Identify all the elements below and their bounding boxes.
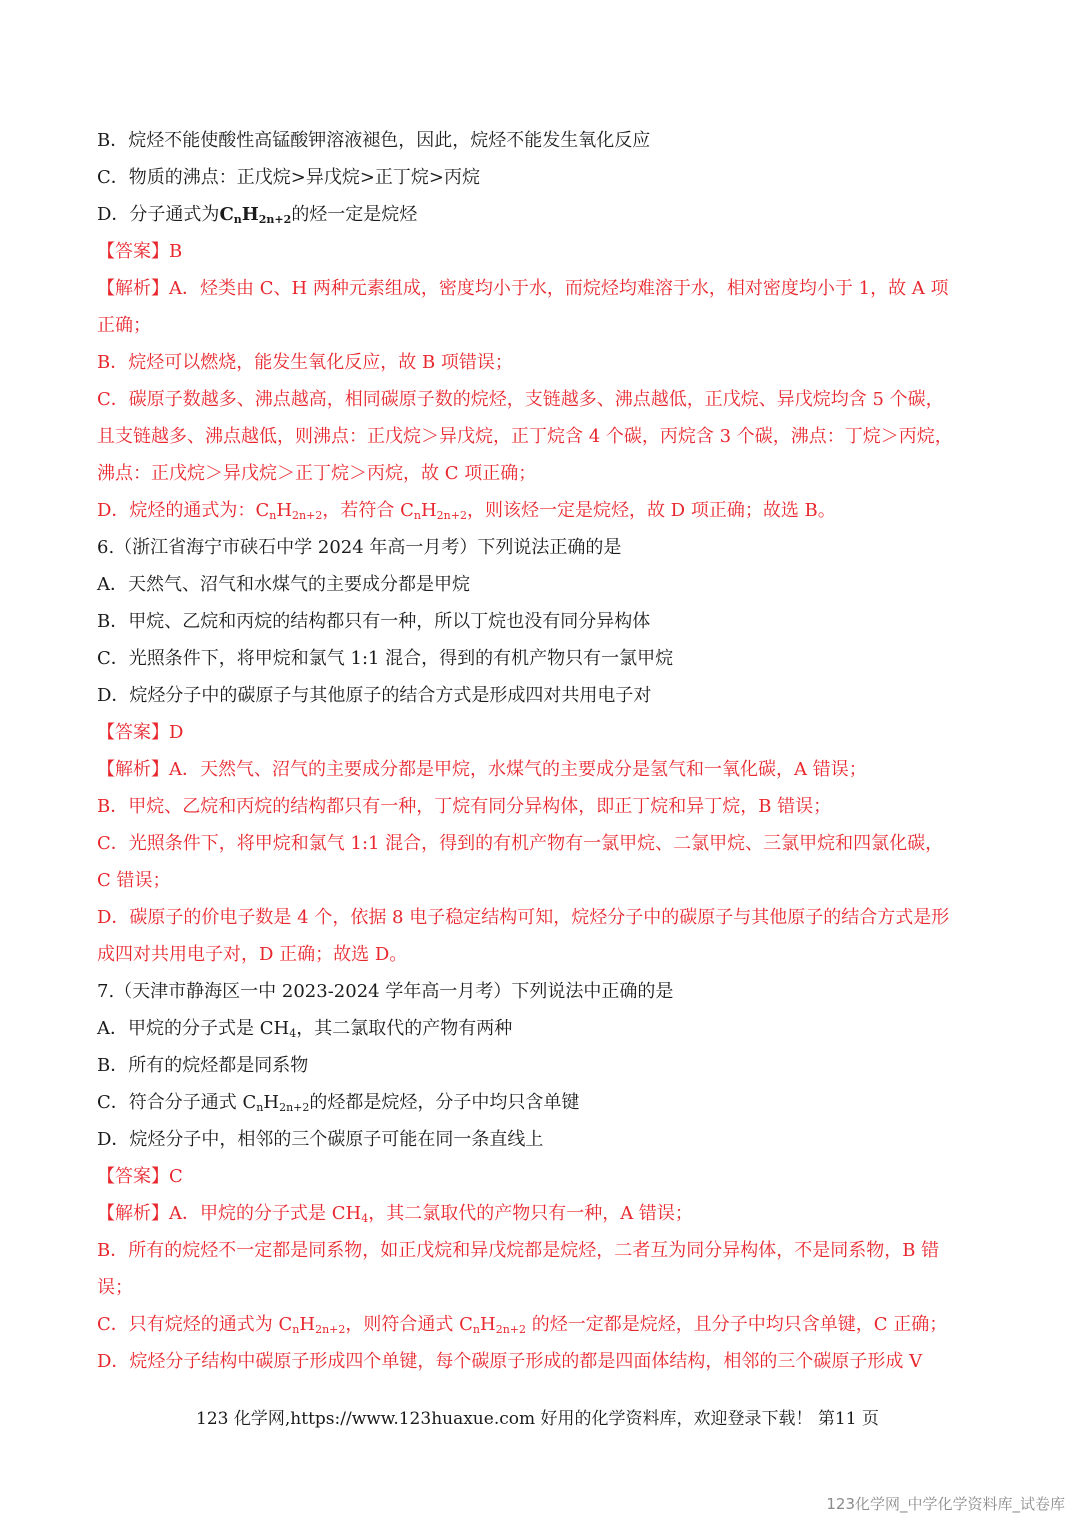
q5-option-c: C．物质的沸点：正戊烷>异戊烷>正丁烷>丙烷: [97, 167, 481, 188]
q7-option-c: C．符合分子通式 $C_nH_{2n+2}$的烃都是烷烃，分子中均只含单键: [97, 1092, 580, 1114]
q5-explanation-c-1: C．碳原子数越多、沸点越高，相同碳原子数的烷烃，支链越多、沸点越低，正戊烷、异戊烷均含 5 个碳，: [97, 389, 944, 410]
q5-option-d: [97, 196, 987, 233]
formula-cnh2n2: $C_nH_{2n+2}$: [255, 500, 323, 522]
q6-explanation-c-2: C 错误；: [97, 870, 171, 891]
q5-explanation-a-cont: 正确；: [97, 315, 151, 336]
q7-explanation-b-1: B．所有的烷烃不一定都是同系物，如正戊烷和异戊烷都是烷烃，二者互为同分异构体，不是同系物，B 错: [97, 1240, 940, 1261]
q7-option-d: D．烷烃分子中，相邻的三个碳原子可能在同一条直线上: [97, 1129, 544, 1150]
formula-cnh2n2: $C_nH_{2n+2}$: [400, 500, 467, 522]
q6-option-c: C．光照条件下，将甲烷和氯气 1:1 混合，得到的有机产物只有一氯甲烷: [97, 648, 674, 669]
q7-explanation-d: D．烷烃分子结构中碳原子形成四个单键，每个碳原子形成的都是四面体结构，相邻的三个碳原子形成 V: [97, 1351, 923, 1372]
q6-explanation-b: B．甲烷、乙烷和丙烷的结构都只有一种，丁烷有同分异构体，即正丁烷和异丁烷，B 错误；: [97, 796, 832, 817]
q6-option-d: D．烷烃分子中的碳原子与其他原子的结合方式是形成四对共用电子对: [97, 685, 652, 706]
formula-cnh2n2: $C_nH_{2n+2}$: [219, 204, 292, 226]
q6-option-a: A．天然气、沼气和水煤气的主要成分都是甲烷: [97, 574, 470, 595]
q6-explanation-a: 【解析】A．天然气、沼气的主要成分都是甲烷，水煤气的主要成分是氢气和一氧化碳，A 错误；: [97, 759, 867, 780]
formula-cnh2n2: $C_nH_{2n+2}$: [459, 1314, 527, 1336]
q6-option-b: B．甲烷、乙烷和丙烷的结构都只有一种，所以丁烷也没有同分异构体: [97, 611, 651, 632]
q5-explanation-a: 【解析】A．烃类由 C、H 两种元素组成，密度均小于水，而烷烃均难溶于水，相对密度均小于 1，故 A 项: [97, 278, 949, 299]
q6-stem: 6.（浙江省海宁市硖石中学 2024 年高一月考）下列说法正确的是: [97, 537, 622, 558]
formula-cnh2n2: $C_nH_{2n+2}$: [242, 1092, 310, 1114]
q7-answer: 【答案】C: [97, 1166, 183, 1187]
q5-explanation-c-2: 且支链越多、沸点越低，则沸点：正戊烷＞异戊烷，正丁烷含 4 个碳，丙烷含 3 个碳，沸点：丁烷＞丙烷，: [97, 426, 953, 447]
q7-explanation-b-2: 误；: [97, 1277, 133, 1298]
q6-explanation-d-2: 成四对共用电子对，D 正确；故选 D。: [97, 944, 408, 965]
formula-cnh2n2: $C_nH_{2n+2}$: [278, 1314, 346, 1336]
q7-stem: 7.（天津市静海区一中 2023-2024 学年高一月考）下列说法中正确的是: [97, 981, 674, 1002]
q5-explanation-b: B．烷烃可以燃烧，能发生氧化反应，故 B 项错误；: [97, 352, 513, 373]
q5-explanation-c-3: 沸点：正戊烷＞异戊烷＞正丁烷＞丙烷，故 C 项正确；: [97, 463, 537, 484]
q7-option-b: B．所有的烷烃都是同系物: [97, 1055, 309, 1076]
q6-explanation-c-1: C．光照条件下，将甲烷和氯气 1:1 混合，得到的有机产物有一氯甲烷、二氯甲烷、三氯甲烷和四氯化碳，: [97, 833, 944, 854]
q7-option-a: A．甲烷的分子式是 $CH_4$，其二氯取代的产物有两种: [97, 1018, 513, 1040]
page-content: [97, 122, 987, 1380]
q5-answer: 【答案】B: [97, 241, 183, 262]
watermark-text: 123化学网_中学化学资料库_试卷库: [826, 1495, 1065, 1513]
q5-option-d-suffix: 的烃一定是烷烃: [291, 204, 418, 225]
q5-option-d-prefix: D．分子通式为: [97, 204, 220, 225]
q5-option-b: B．烷烃不能使酸性高锰酸钾溶液褪色，因此，烷烃不能发生氧化反应: [97, 130, 651, 151]
page-footer: 123 化学网,https://www.123huaxue.com 好用的化学资料库，欢迎登录下载！ 第11 页: [196, 1409, 879, 1429]
q6-answer: 【答案】D: [97, 722, 184, 743]
q5-explanation-d: D．烷烃的通式为：$C_nH_{2n+2}$，若符合 $C_nH_{2n+2}$，则该烃一定是烷烃，故 D 项正确；故选 B。: [97, 500, 836, 522]
q7-explanation-c: C．只有烷烃的通式为 $C_nH_{2n+2}$，则符合通式 $C_nH_{2n+2}$ 的烃一定都是烷烃，且分子中均只含单键，C 正确；: [97, 1314, 948, 1336]
q7-explanation-a: 【解析】A．甲烷的分子式是 $CH_4$，其二氯取代的产物只有一种，A 错误；: [97, 1203, 693, 1225]
q6-explanation-d-1: D．碳原子的价电子数是 4 个，依据 8 电子稳定结构可知，烷烃分子中的碳原子与其他原子的结合方式是形: [97, 907, 950, 928]
